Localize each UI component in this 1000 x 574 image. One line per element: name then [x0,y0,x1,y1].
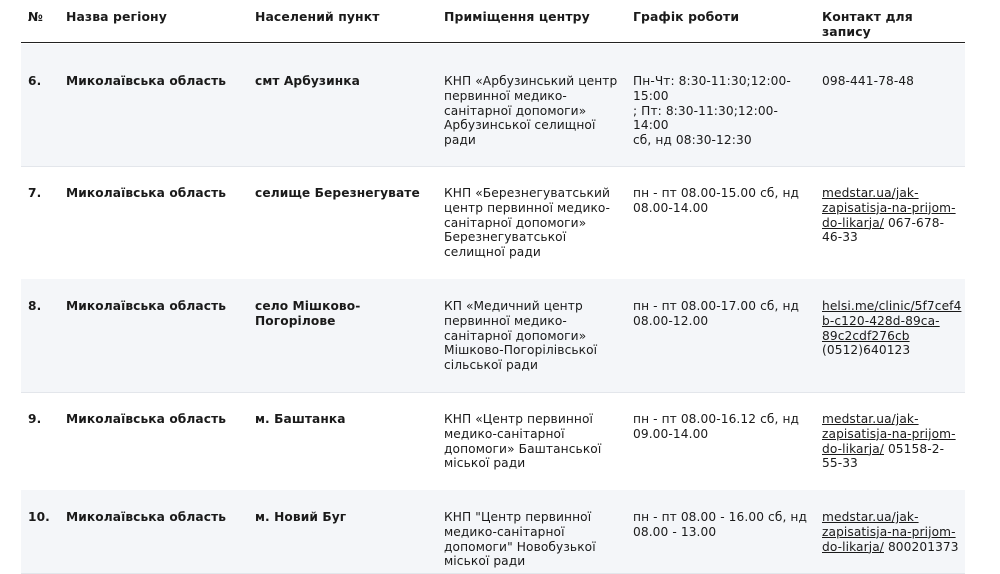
row-center-line: КНП «Березнегуватський [444,186,611,200]
contact-link-part[interactable]: do-likarja/ [822,441,884,456]
region-centers-table [21,0,965,569]
row-center-line: селищної ради [444,245,541,260]
header-locality: Населений пункт [255,9,380,24]
row-contact [822,299,962,358]
row-center-line: Березнегуватської [444,230,567,245]
contact-link-part[interactable]: zapisatisja-na-prijom- [822,200,956,215]
contact-link-part[interactable]: medstar.ua/jak- [822,510,919,524]
contact-link-part[interactable]: b-c120-428d-89ca- [822,313,940,328]
row-region: Миколаївська область [66,299,227,313]
row-schedule-line: Пн-Чт: 8:30-11:30;12:00-15:00 [633,74,791,103]
row-number: 10. [28,510,50,524]
row-center-line: медико-санітарної [444,426,565,441]
row-schedule-line: пн - пт 08.00-16.12 сб, нд [633,412,800,426]
row-region: Миколаївська область [66,412,227,426]
table-row [21,166,965,280]
row-center-line: медико-санітарної [444,524,565,539]
row-center [444,74,624,148]
row-center-line: первинної медико- [444,313,567,328]
row-center-line: допомоги" Новобузької [444,539,596,554]
row-schedule-line: 08.00-14.00 [633,200,709,215]
row-region: Миколаївська область [66,186,227,200]
row-center-line: ради [444,133,476,148]
row-center-line: КНП «Центр первинної [444,412,594,426]
header-contact: Контакт для запису [822,9,913,39]
row-center-line: санітарної допомоги» [444,328,587,343]
row-center-line: допомоги» Баштанської [444,441,602,456]
row-center-line: міської ради [444,554,526,569]
contact-link-part[interactable]: do-likarja/ [822,215,884,230]
row-center-line: КНП "Центр первинної [444,510,592,524]
table-row [21,44,965,167]
row-schedule-line: 09.00-14.00 [633,426,709,441]
row-locality: селище Березнегувате [255,186,420,200]
contact-link-part[interactable]: 89c2cdf276cb [822,328,910,343]
header-schedule: Графік роботи [633,9,740,24]
row-schedule [633,186,813,216]
contact-link-part[interactable]: zapisatisja-na-prijom- [822,524,956,539]
contact-link-part[interactable]: do-likarja/ [822,539,884,554]
row-region: Миколаївська область [66,510,227,524]
table-header [21,0,965,43]
row-center [444,186,624,260]
row-center-line: КП «Медичний центр [444,299,583,313]
contact-phone: (0512)640123 [822,343,911,358]
row-number: 8. [28,299,42,313]
contact-phone: 067-678-46-33 [822,215,945,245]
row-center [444,299,624,373]
row-schedule-line: ; Пт: 8:30-11:30;12:00-14:00 [633,103,779,133]
table-row [21,490,965,574]
row-contact [822,412,962,471]
row-contact [822,510,962,554]
table-row [21,279,965,393]
contact-phone: 098-441-78-48 [822,74,915,88]
row-schedule-line: пн - пт 08.00-17.00 сб, нд [633,299,800,313]
row-schedule-line: пн - пт 08.00 - 16.00 сб, нд [633,510,807,524]
contact-phone: 05158-2-55-33 [822,441,945,471]
row-contact [822,186,962,245]
row-number: 9. [28,412,42,426]
contact-phone: 800201373 [883,539,959,554]
contact-link-part[interactable]: medstar.ua/jak- [822,412,919,426]
row-schedule-line: пн - пт 08.00-15.00 сб, нд [633,186,800,200]
header-number: № [28,9,44,24]
row-locality: м. Баштанка [255,412,346,426]
row-center-line: КНП «Арбузинський центр [444,74,618,88]
row-center [444,510,624,569]
header-region: Назва регіону [66,9,167,24]
row-number: 7. [28,186,42,200]
row-number: 6. [28,74,42,88]
row-center-line: санітарної допомоги» [444,215,587,230]
row-center-line: центр первинної медико- [444,200,610,215]
contact-link-part[interactable]: helsi.me/clinic/5f7cef4 [822,299,962,313]
contact-link[interactable] [822,299,961,343]
row-center [444,412,624,471]
header-center: Приміщення центру [444,9,590,24]
row-locality: смт Арбузинка [255,74,360,88]
row-schedule [633,412,813,442]
row-schedule [633,510,813,540]
table-row [21,392,965,491]
row-schedule [633,299,813,329]
row-center-line: первинної медико- [444,88,567,103]
row-contact [822,74,962,89]
row-locality: м. Новий Буг [255,510,347,524]
row-schedule [633,74,813,148]
row-center-line: Арбузинської селищної [444,118,596,133]
row-center-line: Мішково-Погорілівської [444,343,598,358]
row-center-line: санітарної допомоги» [444,103,587,118]
contact-link-part[interactable]: zapisatisja-na-prijom- [822,426,956,441]
row-locality: село Мішково-Погорілове [255,299,361,328]
row-center-line: сільської ради [444,358,538,373]
row-center-line: міської ради [444,456,526,471]
row-schedule-line: 08.00-12.00 [633,313,709,328]
row-schedule-line: сб, нд 08:30-12:30 [633,133,752,148]
contact-link-part[interactable]: medstar.ua/jak- [822,186,919,200]
row-region: Миколаївська область [66,74,227,88]
row-schedule-line: 08.00 - 13.00 [633,524,717,539]
